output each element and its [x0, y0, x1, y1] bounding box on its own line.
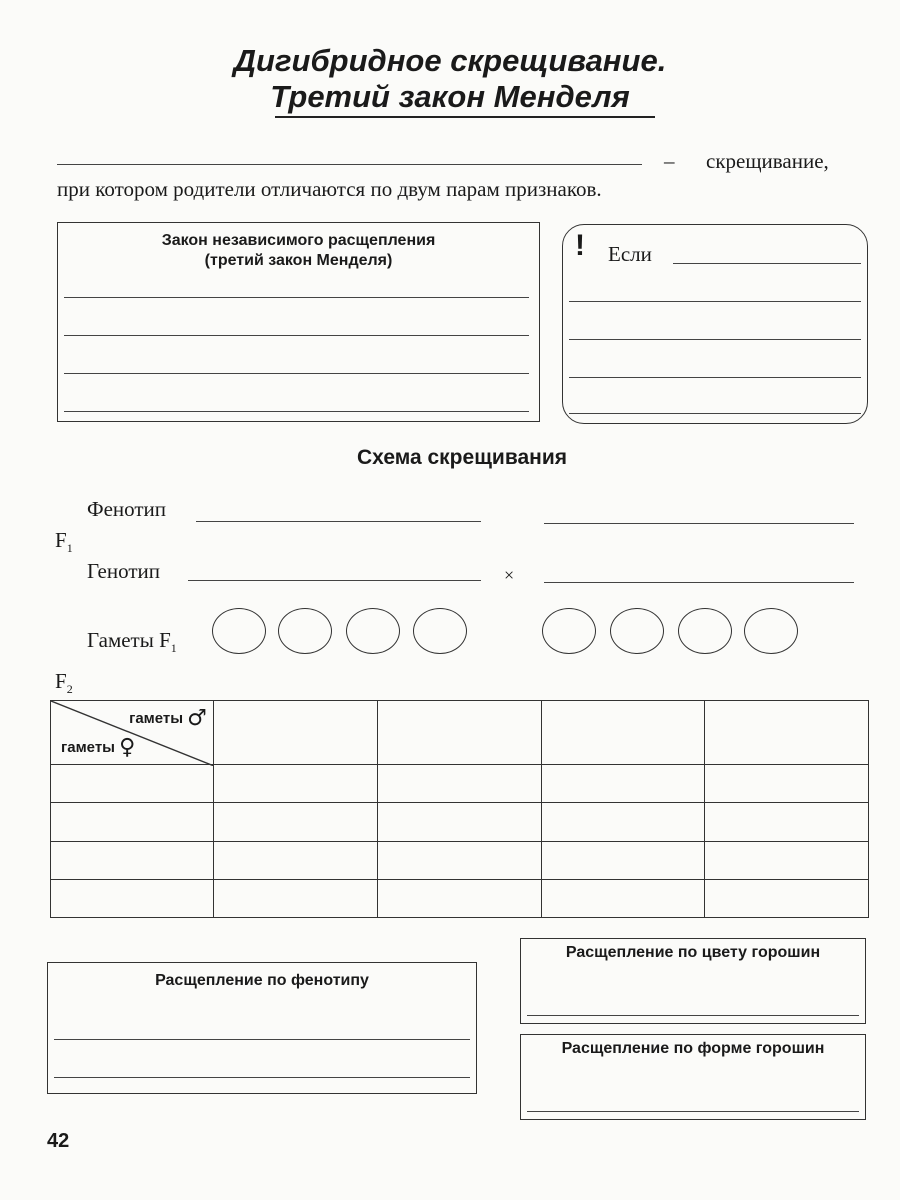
note-answer-line-2[interactable]: [569, 301, 861, 302]
punnett-cell[interactable]: [542, 765, 705, 803]
gamete-circle-3[interactable]: [346, 608, 400, 654]
note-box-word: Если: [608, 242, 652, 266]
punnett-cell[interactable]: [542, 803, 705, 842]
split-color-line[interactable]: [527, 1015, 859, 1016]
punnett-female-gamete-cell[interactable]: [51, 880, 214, 918]
punnett-header-corner: [51, 701, 214, 765]
note-answer-line-1[interactable]: [673, 263, 861, 264]
law-box-title-line1: Закон независимого расщепления: [161, 232, 436, 249]
law-answer-line-4[interactable]: [64, 411, 529, 412]
split-phenotype-line-2[interactable]: [54, 1077, 470, 1078]
note-box: [562, 224, 868, 424]
title-underline: [275, 116, 655, 118]
male-gametes-label: гаметы ♂: [129, 706, 207, 731]
f1-label: $F_1$: [55, 528, 73, 556]
law-box-title-line2: (третий закон Менделя): [204, 252, 393, 269]
punnett-female-gamete-cell[interactable]: [51, 765, 214, 803]
punnett-cell[interactable]: [705, 880, 869, 918]
note-answer-line-4[interactable]: [569, 377, 861, 378]
punnett-male-gamete-cell[interactable]: [378, 701, 542, 765]
page-title-line2: Третий закон Менделя: [270, 79, 630, 114]
female-symbol-icon: ♀: [119, 735, 136, 760]
gamete-circle-6[interactable]: [610, 608, 664, 654]
law-answer-line-3[interactable]: [64, 373, 529, 374]
split-color-box: [520, 938, 866, 1024]
gamete-circle-7[interactable]: [678, 608, 732, 654]
split-color-title: Расщепление по цвету горошин: [565, 944, 821, 961]
gametes-label: Гаметы $F_1$: [87, 628, 177, 656]
law-answer-line-2[interactable]: [64, 335, 529, 336]
punnett-cell[interactable]: [705, 803, 869, 842]
genotype-label: Генотип: [87, 559, 160, 583]
split-phenotype-box: [47, 962, 477, 1094]
genotype-parent2-line[interactable]: [544, 582, 854, 583]
gamete-circle-1[interactable]: [212, 608, 266, 654]
punnett-cell[interactable]: [378, 880, 542, 918]
page-number: 42: [47, 1130, 70, 1152]
punnett-female-gamete-cell[interactable]: [51, 803, 214, 842]
note-answer-line-3[interactable]: [569, 339, 861, 340]
punnett-cell[interactable]: [705, 765, 869, 803]
definition-text: при котором родители отличаются по двум парам признаков.: [57, 177, 602, 201]
punnett-cell[interactable]: [542, 842, 705, 880]
punnett-cell[interactable]: [214, 880, 378, 918]
gamete-circle-5[interactable]: [542, 608, 596, 654]
punnett-grid: [50, 700, 869, 918]
split-shape-title: Расщепление по форме горошин: [561, 1040, 825, 1057]
punnett-cell[interactable]: [214, 803, 378, 842]
scheme-title: Схема скрещивания: [357, 446, 567, 469]
gamete-circle-8[interactable]: [744, 608, 798, 654]
definition-blank-line[interactable]: [57, 164, 642, 165]
cross-symbol: ×: [504, 565, 515, 585]
page-title-line1: Дигибридное скрещивание.: [233, 43, 667, 78]
punnett-cell[interactable]: [378, 842, 542, 880]
split-phenotype-line-1[interactable]: [54, 1039, 470, 1040]
punnett-cell[interactable]: [214, 842, 378, 880]
exclamation-icon: !: [575, 229, 585, 262]
f2-label: $F_2$: [55, 669, 73, 697]
split-shape-line[interactable]: [527, 1111, 859, 1112]
punnett-cell[interactable]: [542, 880, 705, 918]
punnett-cell[interactable]: [214, 765, 378, 803]
note-answer-line-5[interactable]: [569, 413, 861, 414]
male-symbol-icon: ♂: [187, 706, 207, 731]
law-box: [57, 222, 540, 422]
gamete-circle-2[interactable]: [278, 608, 332, 654]
phenotype-label: Фенотип: [87, 497, 167, 521]
phenotype-parent2-line[interactable]: [544, 523, 854, 524]
definition-word: скрещивание,: [706, 149, 829, 173]
genotype-parent1-line[interactable]: [188, 580, 481, 581]
split-shape-box: [520, 1034, 866, 1120]
female-gametes-label: гаметы ♀: [61, 735, 136, 760]
law-answer-line-1[interactable]: [64, 297, 529, 298]
punnett-male-gamete-cell[interactable]: [214, 701, 378, 765]
phenotype-parent1-line[interactable]: [196, 521, 481, 522]
punnett-female-gamete-cell[interactable]: [51, 842, 214, 880]
punnett-male-gamete-cell[interactable]: [705, 701, 869, 765]
punnett-male-gamete-cell[interactable]: [542, 701, 705, 765]
split-phenotype-title: Расщепление по фенотипу: [155, 972, 369, 989]
punnett-cell[interactable]: [378, 803, 542, 842]
punnett-cell[interactable]: [378, 765, 542, 803]
gamete-circle-4[interactable]: [413, 608, 467, 654]
punnett-cell[interactable]: [705, 842, 869, 880]
definition-dash: –: [664, 149, 675, 173]
